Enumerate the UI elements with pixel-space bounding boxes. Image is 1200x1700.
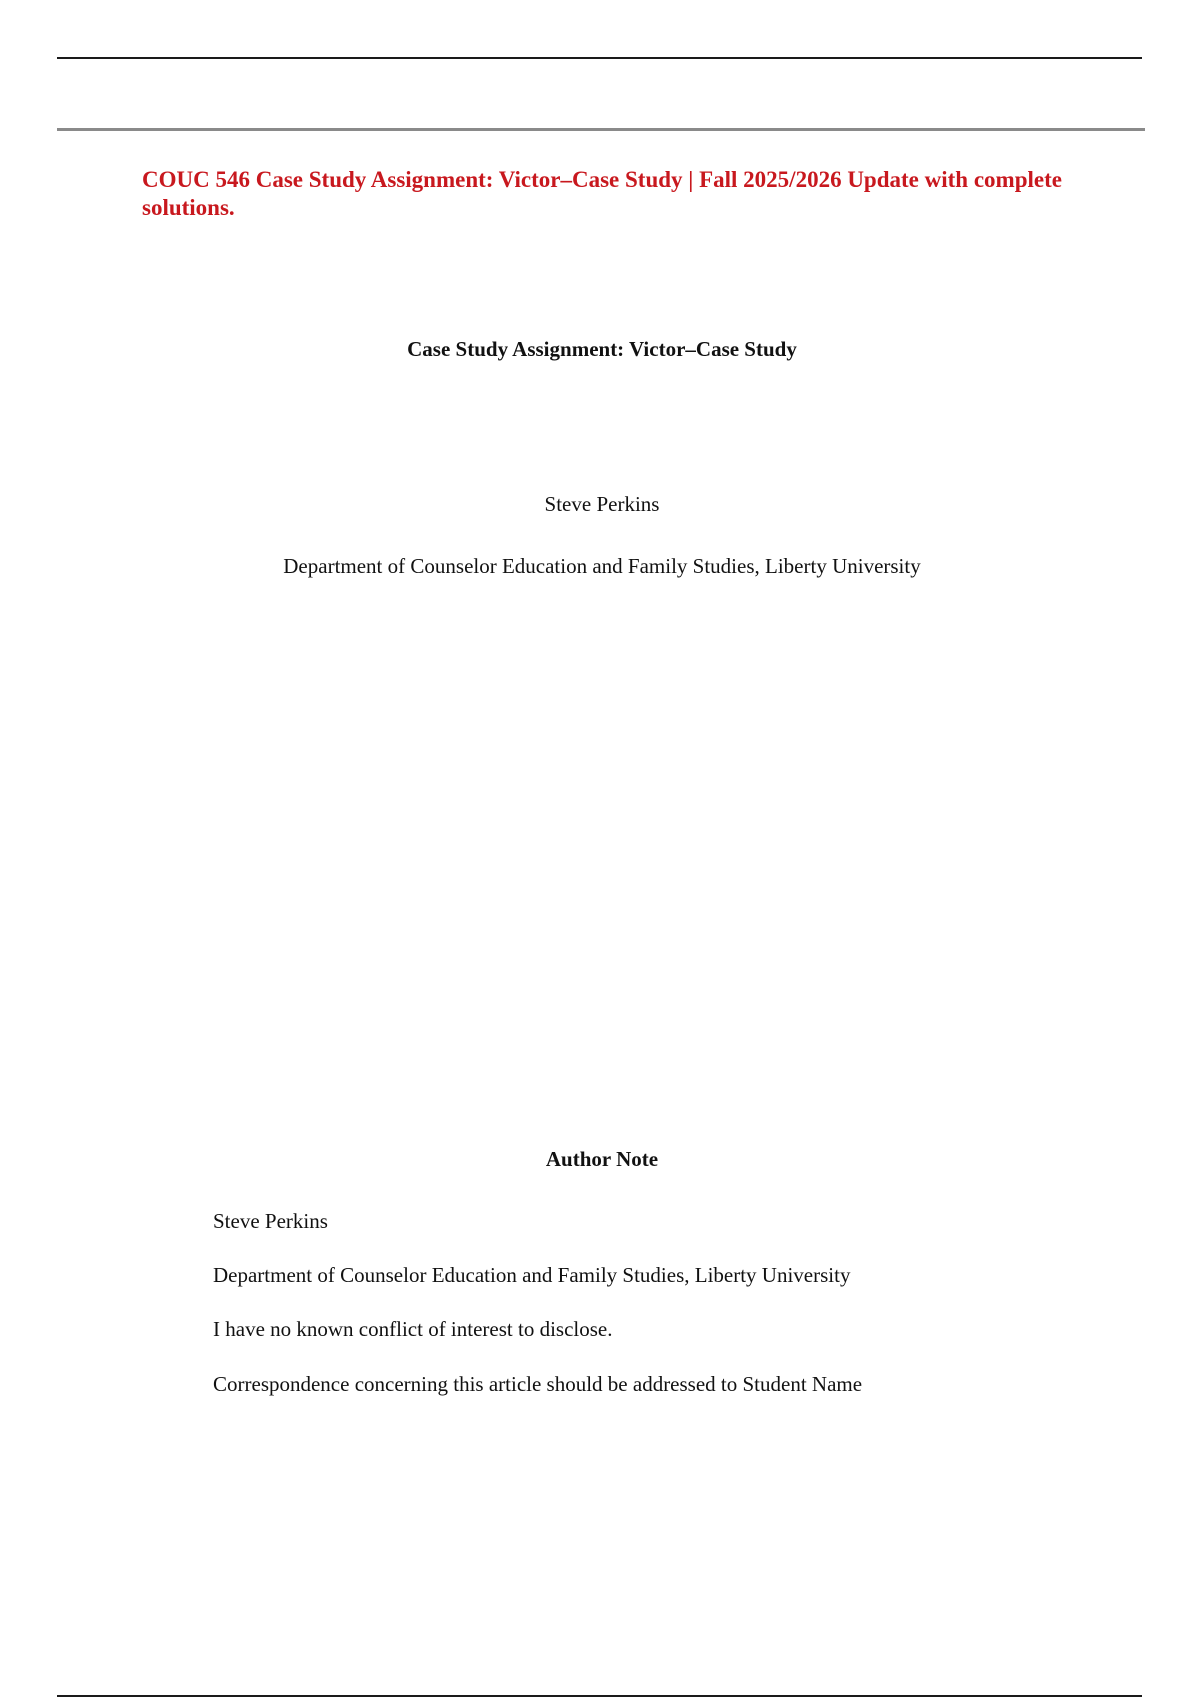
page-title: Case Study Assignment: Victor–Case Study	[407, 337, 797, 361]
author-name: Steve Perkins	[544, 492, 660, 516]
author-note-heading: Author Note	[545, 1147, 659, 1171]
author-note-conflict: I have no known conflict of interest to disclose.	[213, 1317, 613, 1341]
author-note-correspondence: Correspondence concerning this article should be addressed to Student Name	[213, 1372, 863, 1396]
author-affiliation: Department of Counselor Education and Family Studies, Liberty University	[283, 554, 921, 578]
author-note-affiliation: Department of Counselor Education and Family Studies, Liberty University	[213, 1263, 851, 1287]
header-divider	[57, 128, 1145, 131]
top-divider	[57, 57, 1142, 59]
author-note-name: Steve Perkins	[213, 1209, 328, 1233]
bottom-divider	[57, 1695, 1142, 1697]
document-heading: COUC 546 Case Study Assignment: Victor–Case Study | Fall 2025/2026 Update with complete solutions.	[142, 167, 1062, 220]
